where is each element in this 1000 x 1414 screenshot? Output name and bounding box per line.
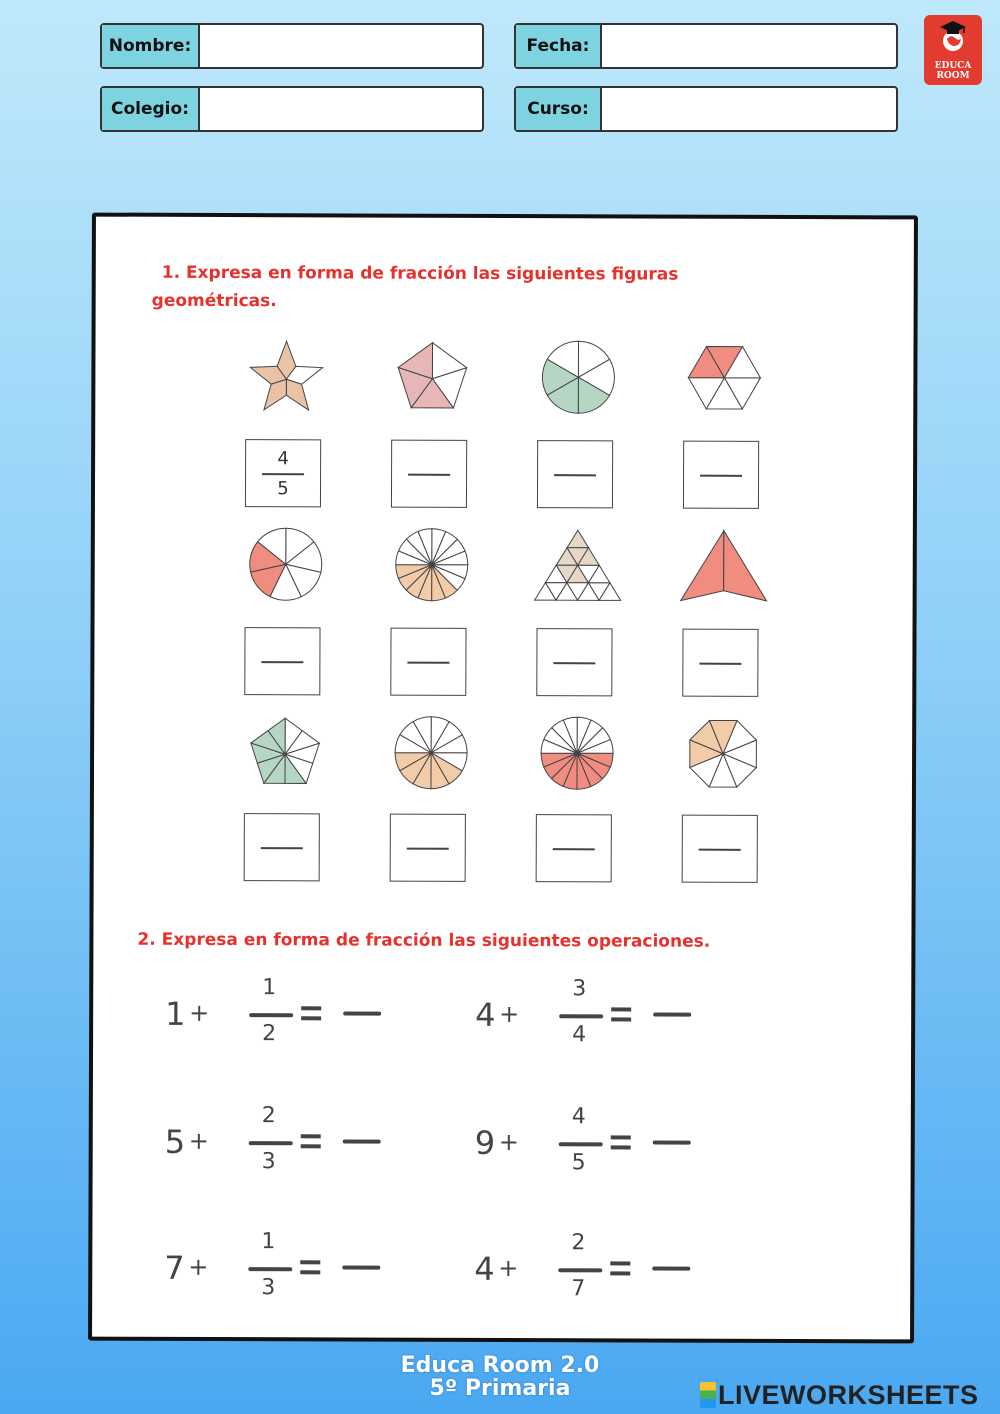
- operation-numerator: 2: [261, 1103, 276, 1129]
- curso-label: Curso:: [516, 88, 602, 130]
- fraction-bar: [261, 661, 303, 663]
- answer-box[interactable]: [682, 815, 758, 883]
- answer-blank[interactable]: [343, 1011, 381, 1015]
- answer-blank[interactable]: [652, 1267, 690, 1271]
- figure-circle: [532, 716, 622, 790]
- fraction-bar: [407, 662, 449, 664]
- figure-pentagon: [387, 340, 477, 414]
- operation-denominator: 2: [262, 1021, 277, 1047]
- plus-sign: +: [498, 1127, 519, 1157]
- equals-sign: [300, 1260, 320, 1264]
- operation-whole: 4: [474, 1249, 495, 1288]
- curso-input[interactable]: [602, 88, 896, 130]
- educa-room-logo: [924, 15, 982, 85]
- fecha-field[interactable]: [514, 23, 898, 69]
- figure-octagon: [678, 717, 768, 791]
- fraction-bar: [699, 849, 741, 851]
- equals-sign: [301, 1144, 321, 1148]
- answer-box[interactable]: [245, 439, 321, 507]
- fraction-part: [264, 379, 286, 410]
- figure-pentagon: [240, 715, 330, 789]
- footer-subtitle: 5º Primaria: [429, 1376, 571, 1401]
- operation-fraction-bar: [558, 1268, 602, 1272]
- operation-row: [475, 1104, 735, 1185]
- equals-sign: [300, 1270, 320, 1274]
- operation-denominator: 3: [261, 1149, 276, 1175]
- operation-numerator: 1: [261, 1229, 276, 1255]
- fraction-part: [286, 379, 308, 410]
- operation-denominator: 5: [571, 1150, 586, 1176]
- answer-blank[interactable]: [343, 1139, 381, 1143]
- fraction-bar: [554, 474, 596, 476]
- fecha-label: Fecha:: [516, 25, 602, 67]
- graduation-globe-icon: [938, 21, 968, 53]
- operation-numerator: 3: [572, 976, 587, 1002]
- operation-fraction-bar: [249, 1141, 293, 1145]
- fraction-bar: [700, 475, 742, 477]
- exercise1-title-line2: geométricas.: [151, 290, 277, 312]
- figure-kite: [679, 529, 769, 603]
- answer-box[interactable]: [682, 629, 758, 697]
- operation-denominator: 7: [571, 1276, 586, 1302]
- answer-box[interactable]: [537, 440, 613, 508]
- exercise2-title: 2. Expresa en forma de fracción las siguientes operaciones.: [137, 929, 711, 952]
- fraction-bar: [407, 848, 449, 850]
- operation-numerator: 2: [571, 1230, 586, 1256]
- fraction-part: [724, 531, 767, 601]
- worksheet-card: [88, 213, 918, 1344]
- curso-field[interactable]: [514, 86, 898, 132]
- answer-box[interactable]: [390, 628, 466, 696]
- plus-sign: +: [188, 1126, 209, 1155]
- figure-triangle: [533, 528, 623, 602]
- equals-sign: [610, 1271, 630, 1275]
- operation-whole: 7: [164, 1248, 185, 1287]
- plus-sign: +: [189, 998, 210, 1027]
- answer-box[interactable]: [244, 627, 320, 695]
- equals-sign: [301, 1006, 321, 1010]
- fraction-part: [567, 530, 589, 548]
- answer-box[interactable]: [683, 441, 759, 509]
- operation-row: [165, 975, 425, 1056]
- figure-star: [241, 339, 331, 413]
- figure-circle: [387, 528, 477, 602]
- answer-blank[interactable]: [342, 1265, 380, 1269]
- figure-hexagon: [679, 341, 769, 415]
- figure-circle: [533, 340, 623, 414]
- operation-row: [475, 976, 735, 1057]
- figure-circle: [241, 527, 331, 601]
- nombre-input[interactable]: [200, 25, 482, 67]
- plus-sign: +: [188, 1252, 209, 1281]
- example-numerator: 4: [277, 448, 289, 470]
- operation-fraction-bar: [248, 1267, 292, 1271]
- operation-whole: 1: [165, 994, 186, 1033]
- answer-blank[interactable]: [653, 1013, 691, 1017]
- figure-circle: [386, 716, 476, 790]
- fraction-bar: [699, 663, 741, 665]
- operation-row: [164, 1229, 424, 1310]
- nombre-field[interactable]: [100, 23, 484, 69]
- operation-whole: 9: [474, 1123, 496, 1162]
- plus-sign: +: [499, 999, 520, 1029]
- liveworksheets-icon: [700, 1382, 716, 1408]
- plus-sign: +: [498, 1253, 519, 1283]
- answer-box[interactable]: [536, 814, 612, 882]
- fraction-bar: [408, 474, 450, 476]
- footer-title: Educa Room 2.0: [400, 1353, 600, 1378]
- fraction-bar: [261, 847, 303, 849]
- equals-sign: [611, 1017, 631, 1021]
- equals-sign: [301, 1016, 321, 1020]
- equals-sign: [611, 1007, 631, 1011]
- operation-row: [474, 1230, 734, 1311]
- fecha-input[interactable]: [602, 25, 896, 67]
- answer-box[interactable]: [390, 814, 466, 882]
- equals-sign: [611, 1145, 631, 1149]
- operation-numerator: 1: [262, 975, 277, 1001]
- operation-fraction-bar: [249, 1013, 293, 1017]
- answer-box[interactable]: [391, 440, 467, 508]
- exercise1-title-line1: 1. Expresa en forma de fracción las siguientes figuras: [161, 262, 679, 285]
- liveworksheets-text: LIVEWORKSHEETS: [718, 1380, 979, 1410]
- answer-box[interactable]: [536, 628, 612, 696]
- nombre-label: Nombre:: [102, 25, 200, 67]
- operation-whole: 5: [164, 1122, 186, 1161]
- operation-whole: 4: [475, 995, 496, 1034]
- operation-fraction-bar: [559, 1142, 603, 1146]
- answer-box[interactable]: [244, 813, 320, 881]
- liveworksheets-brand[interactable]: [700, 1380, 979, 1411]
- example-denominator: 5: [277, 478, 289, 500]
- fraction-part: [681, 531, 724, 601]
- colegio-input[interactable]: [200, 88, 482, 130]
- operation-fraction-bar: [559, 1014, 603, 1018]
- operation-denominator: 4: [572, 1022, 587, 1048]
- colegio-field[interactable]: [100, 86, 484, 132]
- colegio-label: Colegio:: [102, 88, 200, 130]
- fraction-bar: [553, 848, 595, 850]
- fraction-bar: [262, 473, 304, 475]
- exercise1-title: [151, 259, 679, 317]
- fraction-bar: [553, 662, 595, 664]
- operation-denominator: 3: [261, 1275, 276, 1301]
- logo-text-2: ROOM: [936, 71, 970, 81]
- operation-numerator: 4: [571, 1104, 586, 1130]
- equals-sign: [611, 1135, 631, 1139]
- equals-sign: [610, 1261, 630, 1265]
- operation-row: [165, 1103, 425, 1184]
- logo-text-1: EDUCA: [934, 61, 972, 71]
- equals-sign: [301, 1134, 321, 1138]
- answer-blank[interactable]: [653, 1141, 691, 1145]
